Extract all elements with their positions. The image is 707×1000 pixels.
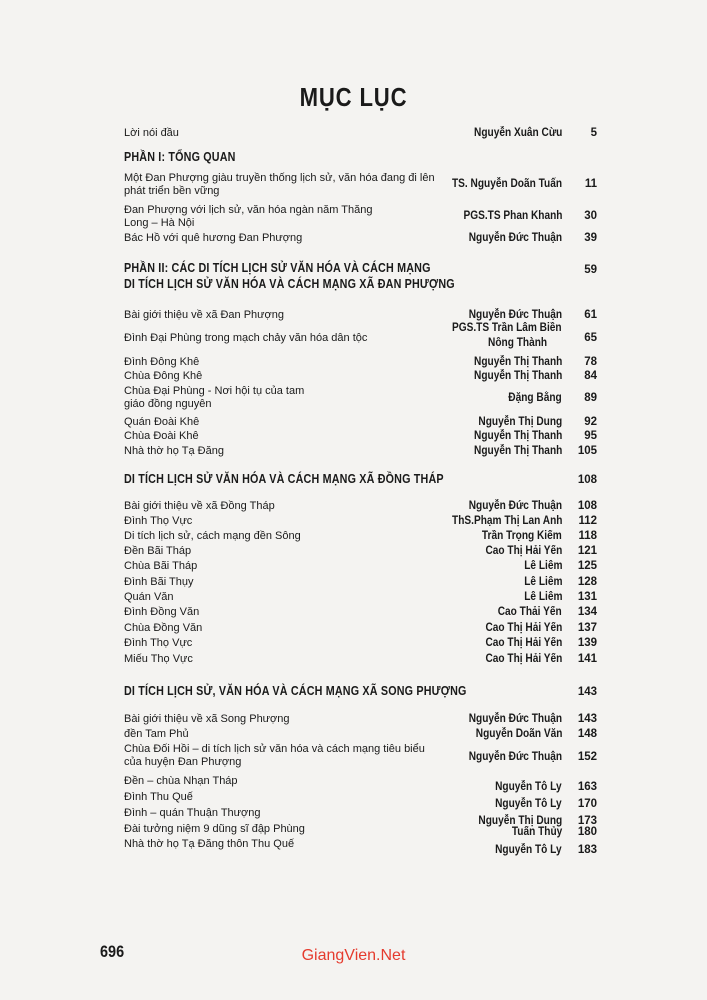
entry-author: Nguyễn Thị Dung — [478, 815, 562, 827]
section-heading: DI TÍCH LỊCH SỬ VĂN HÓA VÀ CÁCH MẠNG XÃ ĐAN PHƯỢNG — [124, 277, 455, 291]
section-heading: DI TÍCH LỊCH SỬ VĂN HÓA VÀ CÁCH MẠNG XÃ ĐỒNG THÁP — [124, 472, 444, 486]
entry-title: Chùa Đồng Văn — [124, 622, 203, 634]
entry-page: 143 — [577, 713, 597, 725]
entry-page: 30 — [584, 210, 597, 222]
entry-page: 5 — [590, 127, 597, 139]
entry-title: Chùa Đông Khê — [124, 370, 203, 382]
entry-page: 170 — [577, 798, 597, 810]
entry-author: Cao Thị Hải Yến — [485, 637, 562, 649]
entry-author: Nguyễn Tô Ly — [495, 798, 562, 810]
entry-page: 163 — [577, 781, 597, 793]
entry-author: TS. Nguyễn Doãn Tuấn — [451, 178, 562, 190]
entry-title: Quán Văn — [124, 591, 174, 603]
section-heading: DI TÍCH LỊCH SỬ, VĂN HÓA VÀ CÁCH MẠNG XÃ SONG PHƯỢNG — [124, 684, 467, 698]
entry-author: PGS.TS Trần Lâm Biền — [452, 322, 562, 334]
entry-title: Chùa Bãi Tháp — [124, 560, 198, 572]
entry-page: 180 — [577, 826, 597, 838]
entry-title: Đình Đông Khê — [124, 356, 200, 368]
entry-page: 11 — [584, 178, 597, 190]
entry-author: Lê Liêm — [523, 560, 562, 572]
entry-page: 105 — [577, 445, 597, 457]
entry-title: Bài giới thiệu về xã Đồng Tháp — [124, 500, 275, 512]
entry-author: Nguyễn Doãn Văn — [475, 728, 562, 740]
watermark-text: GiangVien.Net — [301, 947, 406, 964]
entry-page: 121 — [577, 545, 597, 557]
entry-page: 137 — [577, 622, 597, 634]
entry-author: Nguyễn Xuân Cừu — [473, 127, 562, 139]
entry-page: 128 — [577, 576, 597, 588]
page-number: 696 — [100, 942, 125, 961]
entry-author: Nguyễn Đức Thuận — [468, 232, 562, 244]
entry-page: 89 — [584, 392, 597, 404]
entry-author: Nguyễn Thị Dung — [478, 416, 562, 428]
entry-title: Đình Đồng Văn — [124, 606, 200, 618]
section-page: 143 — [577, 686, 597, 698]
entry-author: Tuấn Thủy — [511, 826, 562, 838]
entry-author: Cao Thị Hải Yến — [485, 653, 562, 665]
entry-page: 125 — [577, 560, 597, 572]
entry-title: Quán Đoài Khê — [124, 416, 200, 428]
entry-title: Chùa Đoài Khê — [124, 430, 199, 442]
entry-title: Bác Hồ với quê hương Đan Phượng — [124, 232, 303, 244]
entry-title: Đài tưởng niệm 9 dũng sĩ đập Phùng — [124, 823, 305, 835]
entry-page: 84 — [584, 370, 597, 382]
entry-title: Bài giới thiệu về xã Đan Phượng — [124, 309, 284, 321]
entry-author: Nguyễn Đức Thuận — [468, 309, 562, 321]
entry-title: Đình Thu Quế — [124, 791, 193, 803]
entry-title: Một Đan Phượng giàu truyền thống lịch sử, văn hóa đang đi lên phát triển bền vững — [124, 172, 435, 197]
section-heading: PHẦN I: TỔNG QUAN — [124, 150, 236, 164]
entry-title: Đình – quán Thuận Thượng — [124, 807, 261, 819]
entry-title: Đền Bãi Tháp — [124, 545, 192, 557]
entry-title: Đình Thọ Vực — [124, 515, 193, 527]
entry-author: Nguyễn Đức Thuận — [468, 713, 562, 725]
entry-author: PGS.TS Phan Khanh — [463, 210, 562, 222]
entry-title: đền Tam Phủ — [124, 728, 189, 740]
entry-page: 152 — [577, 751, 597, 763]
entry-page: 108 — [577, 500, 597, 512]
entry-page: 92 — [584, 416, 597, 428]
entry-title: Đình Thọ Vực — [124, 637, 193, 649]
entry-author: Nguyễn Thị Thanh — [473, 356, 562, 368]
entry-author: Nguyễn Tô Ly — [495, 844, 562, 856]
entry-author: Nguyễn Tô Ly — [495, 781, 562, 793]
entry-title: Miếu Thọ Vực — [124, 653, 193, 665]
entry-title: Nhà thờ họ Tạ Đăng — [124, 445, 224, 457]
entry-title: Đình Bãi Thụy — [124, 576, 194, 588]
entry-title: Lời nói đầu — [124, 127, 179, 139]
entry-title: Chùa Đối Hồi – di tích lịch sử văn hóa và cách mạng tiêu biểu của huyện Đan Phượng — [124, 743, 425, 768]
entry-page: 173 — [577, 815, 597, 827]
entry-title: Di tích lịch sử, cách mạng đền Sông — [124, 530, 301, 542]
entry-author: Nguyễn Đức Thuận — [468, 500, 562, 512]
entry-author: Cao Thị Hải Yến — [485, 545, 562, 557]
entry-page: 141 — [577, 653, 597, 665]
entry-author: Nông Thành — [487, 337, 547, 349]
entry-author: Đặng Bằng — [508, 392, 562, 404]
entry-page: 148 — [577, 728, 597, 740]
entry-page: 118 — [578, 530, 597, 542]
entry-title: Đền – chùa Nhạn Tháp — [124, 775, 238, 787]
entry-author: ThS.Phạm Thị Lan Anh — [451, 515, 562, 527]
section-page: 59 — [584, 264, 597, 276]
section-page: 108 — [577, 474, 597, 486]
entry-title: Bài giới thiệu về xã Song Phượng — [124, 713, 290, 725]
entry-page: 61 — [584, 309, 597, 321]
section-heading: PHẦN II: CÁC DI TÍCH LỊCH SỬ VĂN HÓA VÀ CÁCH MẠNG — [124, 261, 431, 275]
entry-page: 112 — [578, 515, 597, 527]
entry-author: Nguyễn Thị Thanh — [473, 430, 562, 442]
entry-page: 131 — [577, 591, 597, 603]
entry-page: 65 — [584, 332, 597, 344]
entry-author: Cao Thị Hải Yến — [485, 622, 562, 634]
entry-title: Đình Đại Phùng trong mạch chảy văn hóa dân tộc — [124, 332, 368, 344]
entry-page: 78 — [584, 356, 597, 368]
entry-author: Nguyễn Thị Thanh — [473, 370, 562, 382]
entry-page: 183 — [577, 844, 597, 856]
entry-page: 139 — [577, 637, 597, 649]
entry-author: Lê Liêm — [523, 591, 562, 603]
entry-author: Nguyễn Thị Thanh — [473, 445, 562, 457]
entry-title: Chùa Đại Phùng - Nơi hội tụ của tam giáo đồng nguyên — [124, 385, 305, 410]
entry-author: Cao Thải Yến — [498, 606, 562, 618]
entry-author: Nguyễn Đức Thuận — [468, 751, 562, 763]
entry-author: Lê Liêm — [523, 576, 562, 588]
entry-page: 39 — [584, 232, 597, 244]
entry-page: 134 — [577, 606, 597, 618]
page-title: MỤC LỤC — [299, 82, 408, 112]
entry-author: Trần Trọng Kiểm — [482, 530, 562, 542]
entry-page: 95 — [584, 430, 597, 442]
entry-title: Nhà thờ họ Tạ Đăng thôn Thu Quế — [124, 838, 295, 850]
entry-title: Đan Phượng với lịch sử, văn hóa ngàn năm Thăng Long – Hà Nội — [124, 204, 373, 229]
